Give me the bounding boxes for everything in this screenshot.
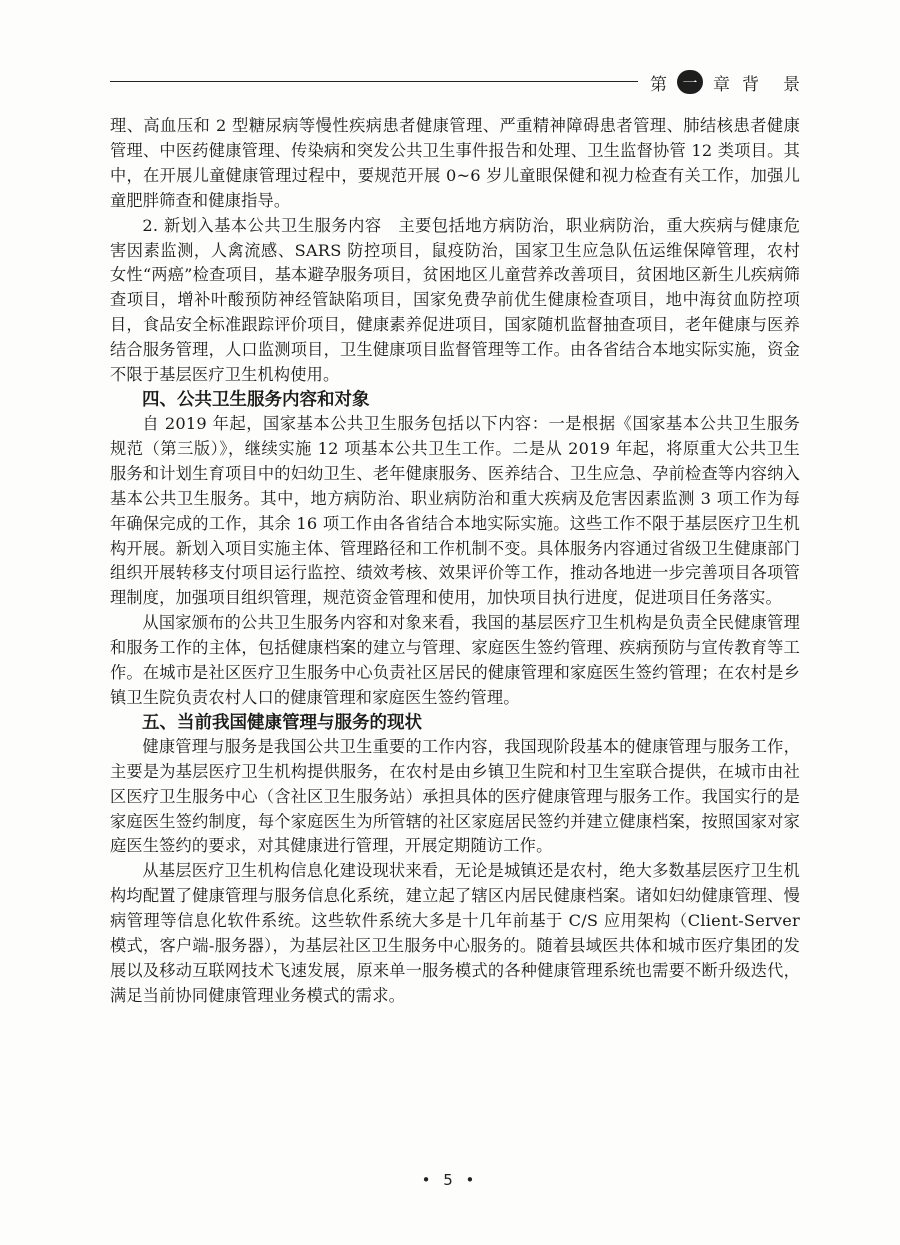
chapter-number-badge: 一 bbox=[677, 70, 703, 94]
chapter-char-bei: 背 bbox=[742, 74, 759, 95]
page-body bbox=[110, 114, 800, 1009]
section-heading-5: 五、当前我国健康管理与服务的现状 bbox=[142, 712, 422, 733]
paragraph-informatization: 从基层医疗卫生机构信息化建设现状来看，无论是城镇还是农村，绝大多数基层医疗卫生机构均配置了健康管理与服务信息化系统，建立起了辖区内居民健康档案。诸如妇幼健康管理、慢病管理等信息化软件系统。这些软件系统大多是十几年前基于 C/S 应用架构（Client-Server 模式，客户端-服务器），为基层社区卫生服务中心服务的。随着县域医共体和城市医疗集团的发展以及移动互联网技术飞速发展，原来单一服务模式的各种健康管理系统也需要不断升级迭代，满足当前协同健康管理业务模式的需求。 bbox=[110, 861, 800, 1005]
paragraph-2019-services: 自 2019 年起，国家基本公共卫生服务包括以下内容：一是根据《国家基本公共卫生服务规范（第三版）》，继续实施 12 项基本公共卫生工作。二是从 2019 年起，将原重大公共卫生服务和计划生育项目中的妇幼卫生、老年健康服务、医养结合、卫生应急、孕前检查等内容纳入基本公共卫生服务。其中，地方病防治、职业病防治和重大疾病及危害因素监测 3 项工作为每年确保完成的工作，其余 16 项工作由各省结合本地实际实施。这些工作不限于基层医疗卫生机构开展。新划入项目实施主体、管理路径和工作机制不变。具体服务内容通过省级卫生健康部门组织开展转移支付项目运行监控、绩效考核、效果评价等工作，推动各地进一步完善项目各项管理制度，加强项目组织管理，规范资金管理和使用，加快项目执行进度，促进项目任务落实。 bbox=[110, 413, 800, 608]
chapter-char-zhang: 章 bbox=[713, 74, 730, 95]
chapter-char-di: 第 bbox=[650, 74, 667, 95]
chapter-char-jing: 景 bbox=[783, 74, 800, 95]
paragraph-new-services: 2. 新划入基本公共卫生服务内容 主要包括地方病防治，职业病防治，重大疾病与健康危害因素监测，人禽流感、SARS 防控项目，鼠疫防治，国家卫生应急队伍运维保障管理，农村女性“两癌”检查项目，基本避孕服务项目，贫困地区儿童营养改善项目，贫困地区新生儿疾病筛查项目，增补叶酸预防神经管缺陷项目，国家免费孕前优生健康检查项目，地中海贫血防控项目，食品安全标准跟踪评价项目，健康素养促进项目，国家随机监督抽查项目，老年健康与医养结合服务管理，人口监测项目，卫生健康项目监督管理等工作。由各省结合本地实际实施，资金不限于基层医疗卫生机构使用。 bbox=[110, 215, 800, 385]
section-heading-4: 四、公共卫生服务内容和对象 bbox=[142, 389, 370, 410]
paragraph-primary-care-role: 从国家颁布的公共卫生服务内容和对象来看，我国的基层医疗卫生机构是负责全民健康管理和服务工作的主体，包括健康档案的建立与管理、家庭医生签约管理、疾病预防与宣传教育等工作。在城市是社区医疗卫生服务中心负责社区居民的健康管理和家庭医生签约管理；在农村是乡镇卫生院负责农村人口的健康管理和家庭医生签约管理。 bbox=[110, 613, 800, 707]
paragraph-health-management: 健康管理与服务是我国公共卫生重要的工作内容，我国现阶段基本的健康管理与服务工作，主要是为基层医疗卫生机构提供服务，在农村是由乡镇卫生院和村卫生室联合提供，在城市由社区医疗卫生服务中心（含社区卫生服务站）承担具体的医疗健康管理与服务工作。我国实行的是家庭医生签约制度，每个家庭医生为所管辖的社区家庭居民签约并建立健康档案，按照国家对家庭医生签约的要求，对其健康进行管理，开展定期随访工作。 bbox=[110, 736, 800, 856]
page-number: • 5 • bbox=[421, 1171, 479, 1189]
header-rule bbox=[110, 81, 638, 82]
running-header bbox=[110, 70, 800, 94]
paragraph-continued: 理、高血压和 2 型糖尿病等慢性疾病患者健康管理、严重精神障碍患者管理、肺结核患者健康管理、中医药健康管理、传染病和突发公共卫生事件报告和处理、卫生监督协管 12 类项目。其中，在开展儿童健康管理过程中，要规范开展 0~6 岁儿童眼保健和视力检查有关工作，加强儿童肥胖筛查和健康指导。 bbox=[110, 116, 800, 210]
chapter-title bbox=[650, 70, 800, 94]
